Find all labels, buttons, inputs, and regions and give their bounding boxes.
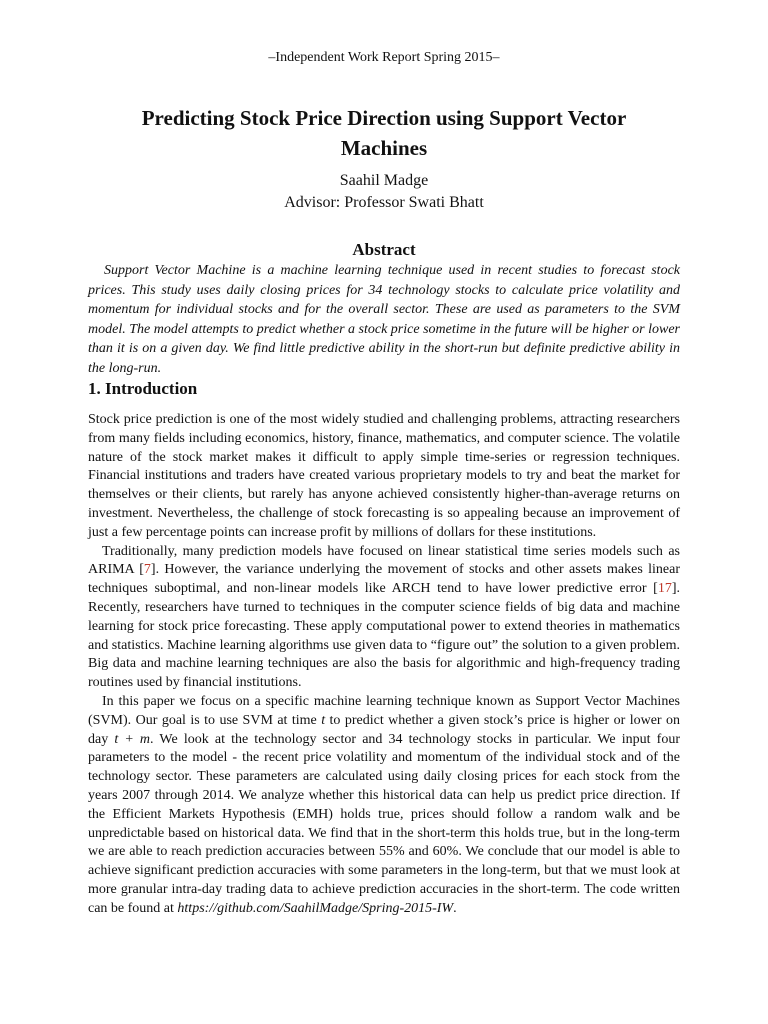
code-url-link[interactable]: https://github.com/SaahilMadge/Spring-2015-IW — [177, 900, 454, 916]
introduction-body — [88, 411, 680, 919]
author-block — [0, 170, 768, 214]
paragraph-text: Traditionally, many prediction models have focused on linear statistical time series models such as ARIMA [ — [88, 543, 680, 578]
abstract-heading: Abstract — [352, 240, 416, 259]
math-variable: t — [321, 712, 326, 728]
paper-title: Predicting Stock Price Direction using Support Vector Machines — [141, 106, 627, 160]
paragraph-text: to predict whether a given stock’s price is higher or lower on day — [88, 712, 681, 747]
report-header: –Independent Work Report Spring 2015– — [268, 50, 500, 65]
paragraph-text: In this paper we focus on a specific machine learning technique known as Support Vector Machines (SVM). Our goal is to use SVM at time — [88, 693, 680, 728]
citation-link[interactable]: 17 — [657, 581, 672, 597]
section-heading-introduction: 1. Introduction — [88, 379, 198, 398]
math-expression: t + m — [114, 731, 151, 747]
intro-paragraph-3 — [88, 693, 680, 919]
paragraph-text: . — [453, 900, 457, 916]
paragraph-text: ]. Recently, researchers have turned to techniques in the computer science fields of big data and machine learning for stock price forecasting. These apply computational power to extend theories in mathematics and statistics. Machine learning algorithms use given data to “figure out” the solution to a given problem. Big data and machine learning techniques are also the basis for algorithmic and high-frequency trading routines used by financial institutions. — [88, 581, 680, 691]
intro-paragraph-1: Stock price prediction is one of the most widely studied and challenging problems, attracting researchers from many fields including economics, history, finance, mathematics, and computer science. The volatile nature of the stock market makes it difficult to apply simple time-series or regression techniques. Financial institutions and traders have created various proprietary models to try and beat the market for themselves or their clients, but rarely has anyone achieved consistently higher-than-average returns on investment. Nevertheless, the challenge of stock forecasting is so appealing because an improvement of just a few percentage points can increase profit by millions of dollars for these institutions. — [88, 412, 680, 540]
citation-link[interactable]: 7 — [143, 562, 151, 578]
paragraph-text: . We look at the technology sector and 34 technology stocks in particular. We input four parameters to the model - the recent price volatility and momentum of the individual stock and of the technology sector. These parameters are calculated using daily closing prices for each stock from the years 2007 through 2014. We analyze whether this historical data can help us predict price direction. If the Efficient Markets Hypothesis (EMH) holds true, prices should follow a random walk and be unpredictable based on historical data. We find that in the short-term this holds true, but in the long-term we are able to reach prediction accuracies between 55% and 60%. We conclude that our model is able to achieve significant prediction accuracies with some parameters in the long-term, but that we must look at more granular intra-day trading data to achieve prediction accuracies in the short-term. The code written can be found at — [88, 731, 680, 916]
paragraph-text: ]. However, the variance underlying the movement of stocks and other assets makes linear techniques suboptimal, and non-linear models like ARCH tend to have lower predictive error [ — [88, 562, 681, 597]
intro-paragraph-2 — [88, 543, 680, 693]
abstract-text: Support Vector Machine is a machine learning technique used in recent studies to forecast stock prices. This study uses daily closing prices for 34 technology stocks to calculate price volatility and momentum for individual stocks and for the overall sector. These are used as parameters to the SVM model. The model attempts to predict whether a stock price sometime in the future will be higher or lower than it is on a given day. We find little predictive ability in the short-run but definite predictive ability in the long-run. — [88, 263, 680, 376]
advisor-name: Advisor: Professor Swati Bhatt — [284, 194, 484, 211]
author-name: Saahil Madge — [339, 172, 429, 189]
